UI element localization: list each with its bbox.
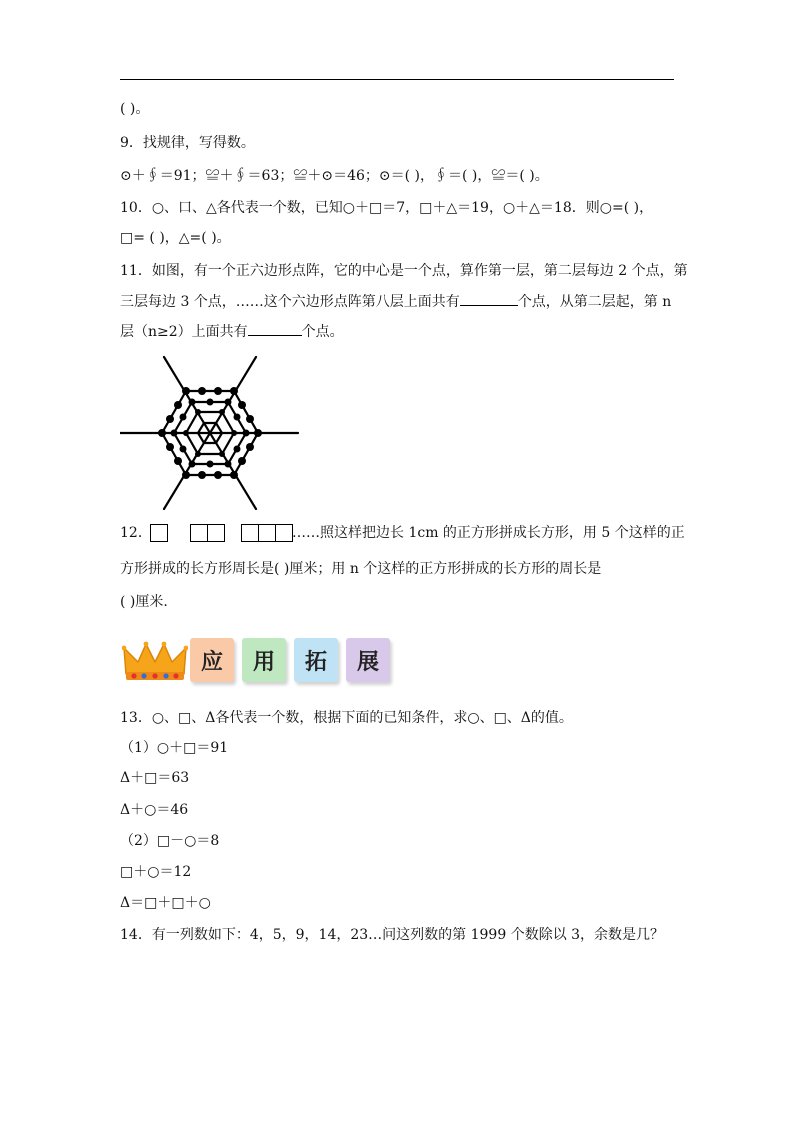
square-3-group-a [241,524,259,542]
lattice-dot [219,451,225,457]
lattice-dot [219,409,225,415]
lattice-dot [171,430,178,437]
lattice-dot [207,461,214,468]
q13-title: 13．○、□、Δ各代表一个数，根据下面的已知条件，求○、□、Δ的值。 [120,710,573,726]
banner-tile-4: 展 [346,638,390,682]
section-banner [122,636,392,688]
lattice-dot [214,471,222,479]
q10-line2: □= ( )，△=( )。 [120,230,231,246]
lattice-dot [234,446,241,453]
lattice-dot [182,471,190,479]
lattice-dot [246,443,254,451]
q11-line2-tail: 个点，从第二层起，第 n [517,294,672,310]
lattice-dot [207,399,214,406]
banner-tile-3: 拓 [294,638,338,682]
lattice-dot [158,429,166,437]
square-1-group [150,524,168,542]
lattice-dot [254,429,262,437]
lattice-dot [214,387,222,395]
lattice-dot [198,387,206,395]
q9-equation: ⊙＋∮＝91；≌＋∮＝63；≌＋⊙＝46；⊙＝( )，∮＝( )，≌＝( )。 [120,168,549,184]
hexagon-dot-lattice [120,352,300,510]
lattice-dot [189,399,196,406]
q11-line1: 11．如图，有一个正六边形点阵，它的中心是一个点，算作第一层，第二层每边 2 个点，第 [120,263,688,279]
q13-eq-4: （2）□－○＝8 [120,833,220,849]
header-rule [120,79,674,80]
lattice-dot [166,443,174,451]
lattice-dot [195,409,201,415]
lattice-dot [195,451,201,457]
lattice-dot [225,399,232,406]
q11-line3 [120,321,344,342]
q9-title: 9．找规律，写得数。 [120,135,255,151]
q13-eq-3: Δ＋○＝46 [120,802,189,818]
lattice-dot [225,461,232,468]
lattice-dot [243,430,250,437]
q10-line1: 10．○、口、△各代表一个数，已知○＋□＝7，□＋△＝19，○＋△＝18．则○=( )， [120,200,654,216]
lattice-dot [180,446,187,453]
q11-answer-blank-2 [248,321,302,336]
q8-answer-tail: ( )。 [120,101,150,117]
q12-line2: 方形拼成的长方形周长是( )厘米；用 n 个这样的正方形拼成的长方形的周长是 [120,561,602,577]
lattice-dot [230,471,238,479]
q13-eq-6: Δ＝□＋□＋○ [120,895,211,911]
q14-text: 14．有一列数如下：4，5，9，14，23…问这列数的第 1999 个数除以 3，余数是几？ [120,927,665,943]
lattice-dot [174,457,182,465]
lattice-dot [238,457,246,465]
q12-line1: ……照这样把边长 1cm 的正方形拼成长方形，用 5 个这样的正 [292,525,685,541]
q11-line3-tail: 个点。 [301,324,344,340]
q11-line2 [120,291,671,312]
q13-eq-5: □＋○＝12 [120,864,192,880]
lattice-dot [230,387,238,395]
lattice-dot [180,414,187,421]
lattice-dot [182,387,190,395]
banner-tile-1: 应 [190,638,234,682]
lattice-dot [183,430,189,436]
lattice-dot [246,415,254,423]
lattice-dot [189,461,196,468]
lattice-dot [234,414,241,421]
q13-eq-1: （1）○＋□＝91 [120,740,229,756]
hexagon-figure [120,352,300,510]
lattice-dot [231,430,237,436]
square-2-group-a [190,524,208,542]
q13-eq-2: Δ＋□＝63 [120,770,190,786]
banner-tile-2: 用 [242,638,286,682]
q12-number: 12． [120,525,152,541]
lattice-dot [238,401,246,409]
lattice-dot [166,415,174,423]
q11-answer-blank-1 [460,291,518,306]
square-2-group-b [207,524,225,542]
square-3-group-c [275,524,293,542]
q11-line3-text: 层（n≥2）上面共有 [120,324,248,340]
lattice-dot [198,471,206,479]
q12-line3: ( )厘米. [120,594,168,610]
lattice-dot [174,401,182,409]
q11-line2-text: 三层每边 3 个点，……这个六边形点阵第八层上面共有 [120,294,460,310]
crown-icon [122,640,188,684]
square-3-group-b [258,524,276,542]
